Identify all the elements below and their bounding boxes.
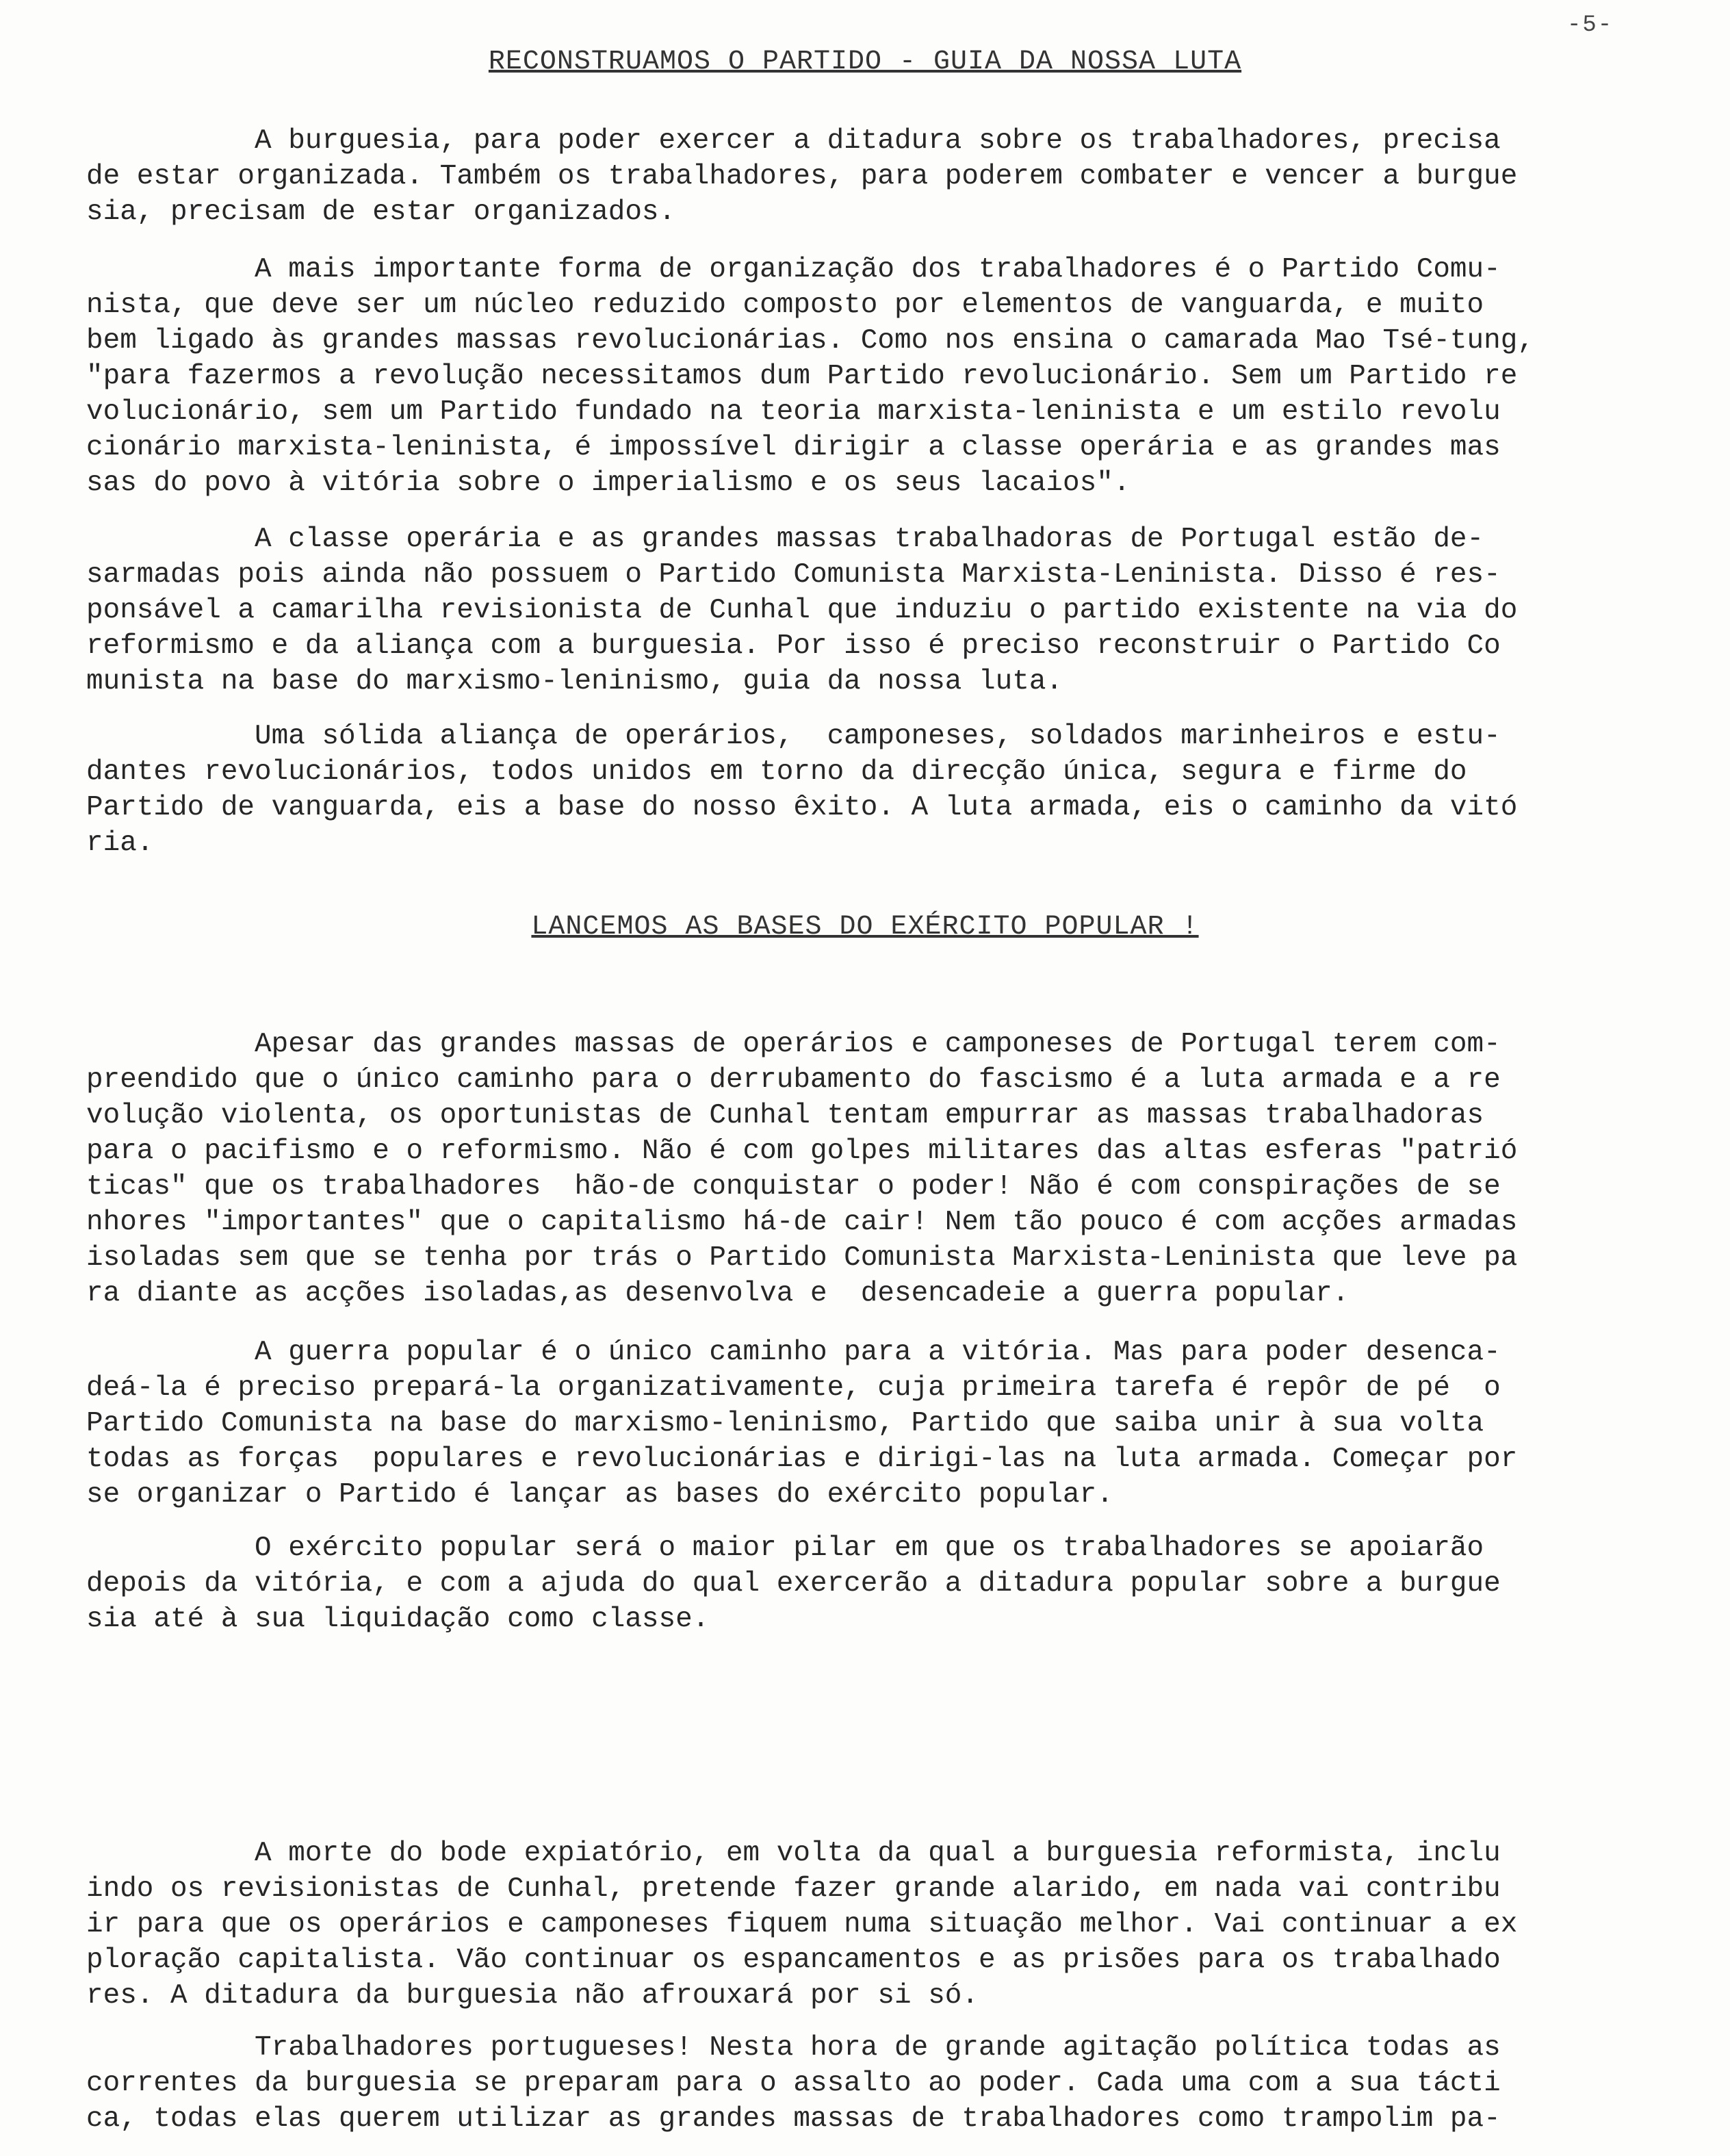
text-line: nista, que deve ser um núcleo reduzido composto por elementos de vanguarda, e muito — [86, 290, 1484, 321]
text-line: Partido de vanguarda, eis a base do nosso êxito. A luta armada, eis o caminho da vitó — [86, 792, 1518, 823]
text-line: Apesar das grandes massas de operários e camponeses de Portugal terem com- — [86, 1029, 1501, 1060]
page-number: -5- — [1567, 12, 1614, 38]
paragraph — [86, 2030, 1660, 2137]
text-line: sas do povo à vitória sobre o imperialismo e os seus lacaios". — [86, 467, 1131, 499]
text-line: ticas" que os trabalhadores hão-de conquistar o poder! Não é com conspirações de se — [86, 1171, 1501, 1203]
text-line: Uma sólida aliança de operários, camponeses, soldados marinheiros e estu- — [86, 721, 1501, 752]
text-line: volução violenta, os oportunistas de Cunhal tentam empurrar as massas trabalhadoras — [86, 1100, 1484, 1131]
text-line: O exército popular será o maior pilar em que os trabalhadores se apoiarão — [86, 1532, 1484, 1564]
text-line: todas as forças populares e revolucionárias e dirigi-las na luta armada. Começar por — [86, 1443, 1518, 1475]
text-line: Partido Comunista na base do marxismo-leninismo, Partido que saiba unir à sua volta — [86, 1408, 1484, 1439]
text-line: ponsável a camarilha revisionista de Cunhal que induziu o partido existente na via do — [86, 595, 1518, 626]
text-line: ir para que os operários e camponeses fiquem numa situação melhor. Vai continuar a ex — [86, 1909, 1518, 1940]
text-line: isoladas sem que se tenha por trás o Partido Comunista Marxista-Leninista que leve pa — [86, 1242, 1518, 1274]
text-line: depois da vitória, e com a ajuda do qual exercerão a ditadura popular sobre a burgue — [86, 1568, 1501, 1600]
paragraph — [86, 1836, 1660, 2014]
heading-reconstruamos: RECONSTRUAMOS O PARTIDO - GUIA DA NOSSA LUTA — [488, 47, 1242, 77]
text-line: ra diante as acções isoladas,as desenvolva e desencadeie a guerra popular. — [86, 1278, 1350, 1309]
text-line: correntes da burguesia se preparam para o assalto ao poder. Cada uma com a sua tácti — [86, 2068, 1501, 2099]
text-line: sia, precisam de estar organizados. — [86, 196, 676, 228]
text-line: munista na base do marxismo-leninismo, guia da nossa luta. — [86, 666, 1063, 697]
text-line: ploração capitalista. Vão continuar os espancamentos e as prisões para os trabalhado — [86, 1945, 1501, 1976]
paragraph — [86, 1027, 1660, 1311]
text-line: "para fazermos a revolução necessitamos dum Partido revolucionário. Sem um Partido re — [86, 361, 1518, 392]
text-line: dantes revolucionários, todos unidos em torno da direcção única, segura e firme do — [86, 756, 1467, 788]
paragraph — [86, 252, 1660, 501]
paragraph — [86, 123, 1660, 230]
text-line: A guerra popular é o único caminho para a vitória. Mas para poder desenca- — [86, 1337, 1501, 1368]
paragraph — [86, 1530, 1660, 1637]
text-line: A burguesia, para poder exercer a ditadura sobre os trabalhadores, precisa — [86, 125, 1501, 157]
text-line: nhores "importantes" que o capitalismo há-de cair! Nem tão pouco é com acções armadas — [86, 1207, 1518, 1238]
text-line: de estar organizada. Também os trabalhadores, para poderem combater e vencer a burgue — [86, 161, 1518, 192]
text-line: A morte do bode expiatório, em volta da qual a burguesia reformista, inclu — [86, 1838, 1501, 1869]
text-line: se organizar o Partido é lançar as bases do exército popular. — [86, 1479, 1113, 1511]
text-line: A mais importante forma de organização dos trabalhadores é o Partido Comu- — [86, 254, 1501, 285]
paragraph — [86, 1335, 1660, 1513]
text-line: Trabalhadores portugueses! Nesta hora de grande agitação política todas as — [86, 2032, 1501, 2064]
text-line: para o pacifismo e o reformismo. Não é com golpes militares das altas esferas "patrió — [86, 1135, 1518, 1167]
text-line: cionário marxista-leninista, é impossível dirigir a classe operária e as grandes mas — [86, 432, 1501, 463]
text-line: volucionário, sem um Partido fundado na teoria marxista-leninista e um estilo revolu — [86, 396, 1501, 428]
text-line: ca, todas elas querem utilizar as grandes massas de trabalhadores como trampolim pa- — [86, 2103, 1501, 2135]
text-line: preendido que o único caminho para o derrubamento do fascismo é a luta armada e a re — [86, 1064, 1501, 1096]
text-line: sarmadas pois ainda não possuem o Partido Comunista Marxista-Leninista. Disso é res- — [86, 559, 1501, 591]
paragraph — [86, 522, 1660, 700]
text-line: bem ligado às grandes massas revolucionárias. Como nos ensina o camarada Mao Tsé-tung, — [86, 325, 1534, 357]
text-line: indo os revisionistas de Cunhal, pretende fazer grande alarido, em nada vai contribu — [86, 1873, 1501, 1905]
text-line: deá-la é preciso prepará-la organizativamente, cuja primeira tarefa é repôr de pé o — [86, 1372, 1501, 1404]
text-line: reformismo e da aliança com a burguesia. Por isso é preciso reconstruir o Partido Co — [86, 630, 1501, 662]
text-line: A classe operária e as grandes massas trabalhadoras de Portugal estão de- — [86, 524, 1484, 555]
heading-lancemos: LANCEMOS AS BASES DO EXÉRCITO POPULAR ! — [531, 912, 1199, 942]
text-line: sia até à sua liquidação como classe. — [86, 1604, 710, 1635]
text-line: res. A ditadura da burguesia não afrouxará por si só. — [86, 1980, 979, 2012]
text-line: ria. — [86, 827, 154, 859]
paragraph — [86, 719, 1660, 861]
